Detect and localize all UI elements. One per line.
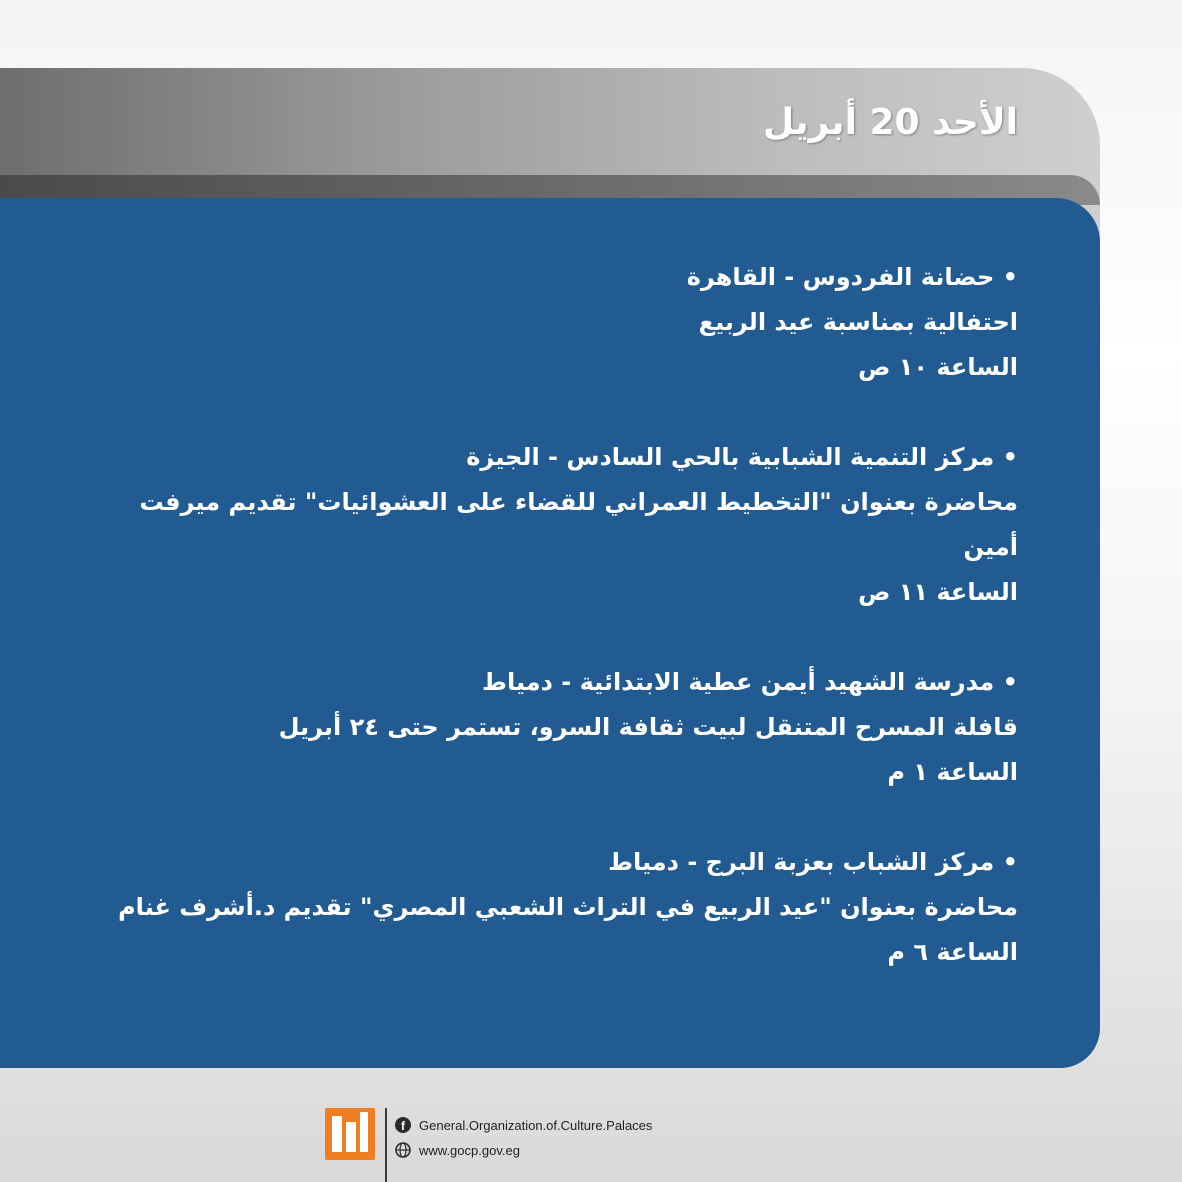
event-venue: • مدرسة الشهيد أيمن عطية الابتدائية - دمياط [118, 660, 1018, 705]
logo-bar [346, 1122, 356, 1152]
facebook-icon: f [395, 1117, 411, 1133]
event-item [118, 840, 1018, 975]
event-item [118, 660, 1018, 795]
website-row[interactable] [395, 1140, 520, 1160]
event-venue: • مركز التنمية الشبابية بالحي السادس - الجيزة [118, 435, 1018, 480]
event-description: قافلة المسرح المتنقل لبيت ثقافة السرو، تستمر حتى ٢٤ أبريل [278, 713, 1018, 741]
event-time: الساعة ١٠ ص [858, 353, 1018, 381]
facebook-page-name[interactable]: General.Organization.of.Culture.Palaces [419, 1117, 653, 1133]
event-item [118, 255, 1018, 390]
gocp-logo [325, 1108, 375, 1160]
globe-icon [395, 1142, 411, 1158]
events-list [118, 255, 1018, 1020]
facebook-row[interactable] [395, 1115, 652, 1135]
event-time: الساعة ١١ ص [858, 578, 1018, 606]
event-description: محاضرة بعنوان "التخطيط العمراني للقضاء على العشوائيات" تقديم ميرفت أمين [139, 488, 1018, 561]
event-venue: • حضانة الفردوس - القاهرة [118, 255, 1018, 300]
event-description: محاضرة بعنوان "عيد الربيع في التراث الشعبي المصري" تقديم د.أشرف غنام [118, 893, 1018, 921]
footer [325, 1108, 745, 1182]
logo-bar [360, 1112, 368, 1152]
event-time: الساعة ١ م [887, 758, 1018, 786]
website-link[interactable]: www.gocp.gov.eg [419, 1142, 520, 1158]
event-item [118, 435, 1018, 615]
event-description: احتفالية بمناسبة عيد الربيع [698, 308, 1018, 336]
footer-divider [385, 1108, 387, 1182]
event-venue: • مركز الشباب بعزبة البرج - دمياط [118, 840, 1018, 885]
logo-bar [332, 1116, 342, 1152]
event-time: الساعة ٦ م [887, 938, 1018, 966]
page-title: الأحد 20 أبريل [763, 102, 1018, 143]
